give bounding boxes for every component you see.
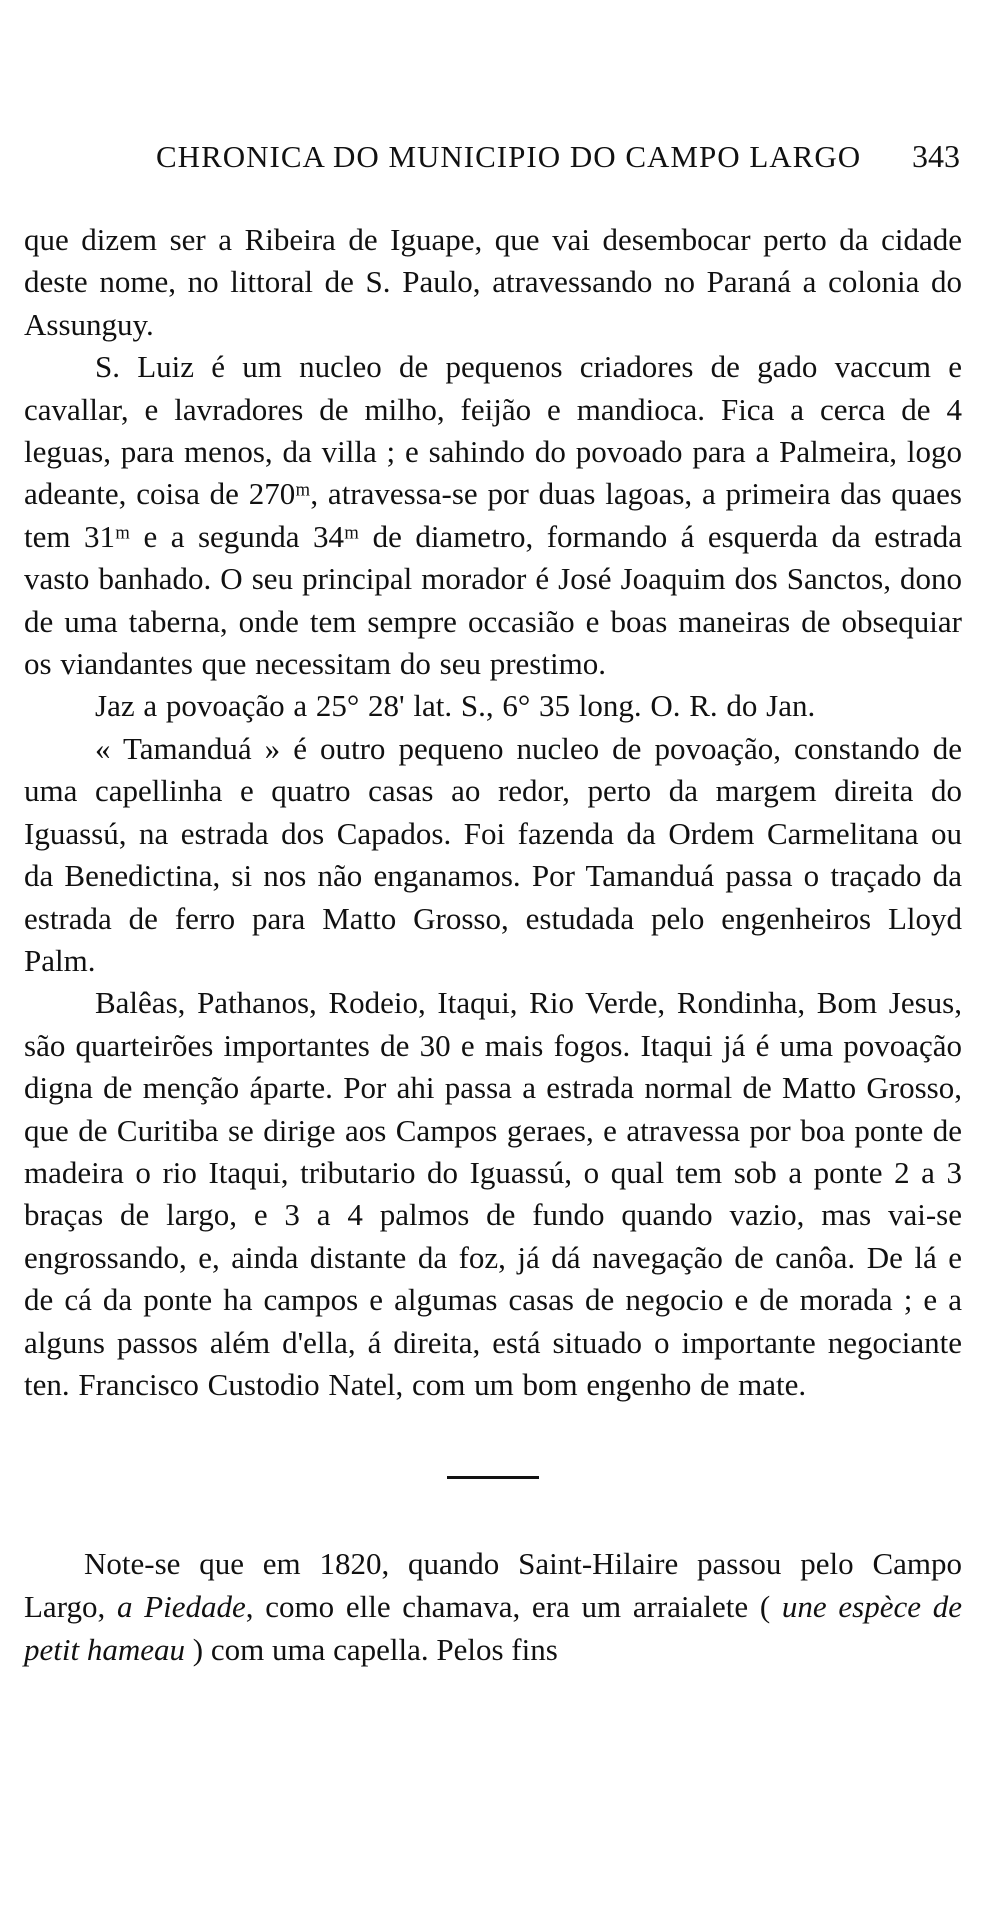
note-italic-place: a Piedade: [116, 1589, 246, 1625]
paragraph-note: [24, 1542, 962, 1671]
note-text-start: Note-se que em 1820, quando Saint-Hilaire passou pelo Campo Largo,: [24, 1546, 962, 1625]
paragraph-sao-luiz: S. Luiz é um nucleo de pequenos criadores de gado vaccum e cavallar, e lavradores de milho, feijão e mandioca. Fica a cerca de 4 leguas, para menos, da villa ; e sahindo do povoado para a Palmeira, logo adeante, coisa de 270ᵐ, atravessa-se por duas lagoas, a primeira das quaes tem 31ᵐ e a segunda 34ᵐ de diametro, formando á esquerda da estrada vasto banhado. O seu principal morador é José Joaquim dos Sanctos, dono de uma taberna, onde tem sempre occasião e boas maneiras de obsequiar os viandantes que necessitam do seu prestimo.: [24, 349, 962, 682]
page-number: 343: [912, 138, 960, 174]
note-text-middle: , como elle chamava, era um arraialete (: [245, 1589, 782, 1625]
note-text-end: ) com uma capella. Pelos fins: [185, 1632, 558, 1668]
section-divider: [447, 1476, 539, 1479]
note-text: [24, 1542, 962, 1671]
paragraph-itaqui: Balêas, Pathanos, Rodeio, Itaqui, Rio Verde, Rondinha, Bom Jesus, são quarteirões importantes de 30 e mais fogos. Itaqui já é uma povoação digna de menção áparte. Por ahi passa a estrada normal de Matto Grosso, que de Curitiba se dirige aos Campos geraes, e atravessa por boa ponte de madeira o rio Itaqui, tributario do Iguassú, o qual tem sob a ponte 2 a 3 braças de largo, e 3 a 4 palmos de fundo quando vazio, mas vai-se engrossando, e, ainda distante da foz, já dá navegação de canôa. De lá e de cá da ponte ha campos e algumas casas de negocio e de morada ; e a alguns passos além d'ella, á direita, está situado o importante negociante ten. Francisco Custodio Natel, com um bom engenho de mate.: [24, 985, 962, 1402]
page-header: [156, 138, 962, 175]
note-italic-french: une espèce de petit hameau: [24, 1589, 962, 1668]
paragraph-tamandua: « Tamanduá » é outro pequeno nucleo de povoação, constando de uma capellinha e quatro casas ao redor, perto da margem direita do Iguassú, na estrada dos Capados. Foi fazenda da Ordem Carmelitana ou da Benedictina, si nos não enganamos. Por Tamanduá passa o traçado da estrada de ferro para Matto Grosso, estudada pelo engenheiros Lloyd Palm.: [24, 730, 962, 978]
paragraph-coordinates: Jaz a povoação a 25° 28' lat. S., 6° 35 long. O. R. do Jan.: [95, 688, 816, 724]
main-text: [24, 219, 962, 1406]
paragraph-continuation: que dizem ser a Ribeira de Iguape, que vai desembocar perto da cidade deste nome, no littoral de S. Paulo, atravessando no Paraná a colonia do Assunguy.: [24, 222, 962, 342]
running-title: CHRONICA DO MUNICIPIO DO CAMPO LARGO: [156, 139, 862, 174]
